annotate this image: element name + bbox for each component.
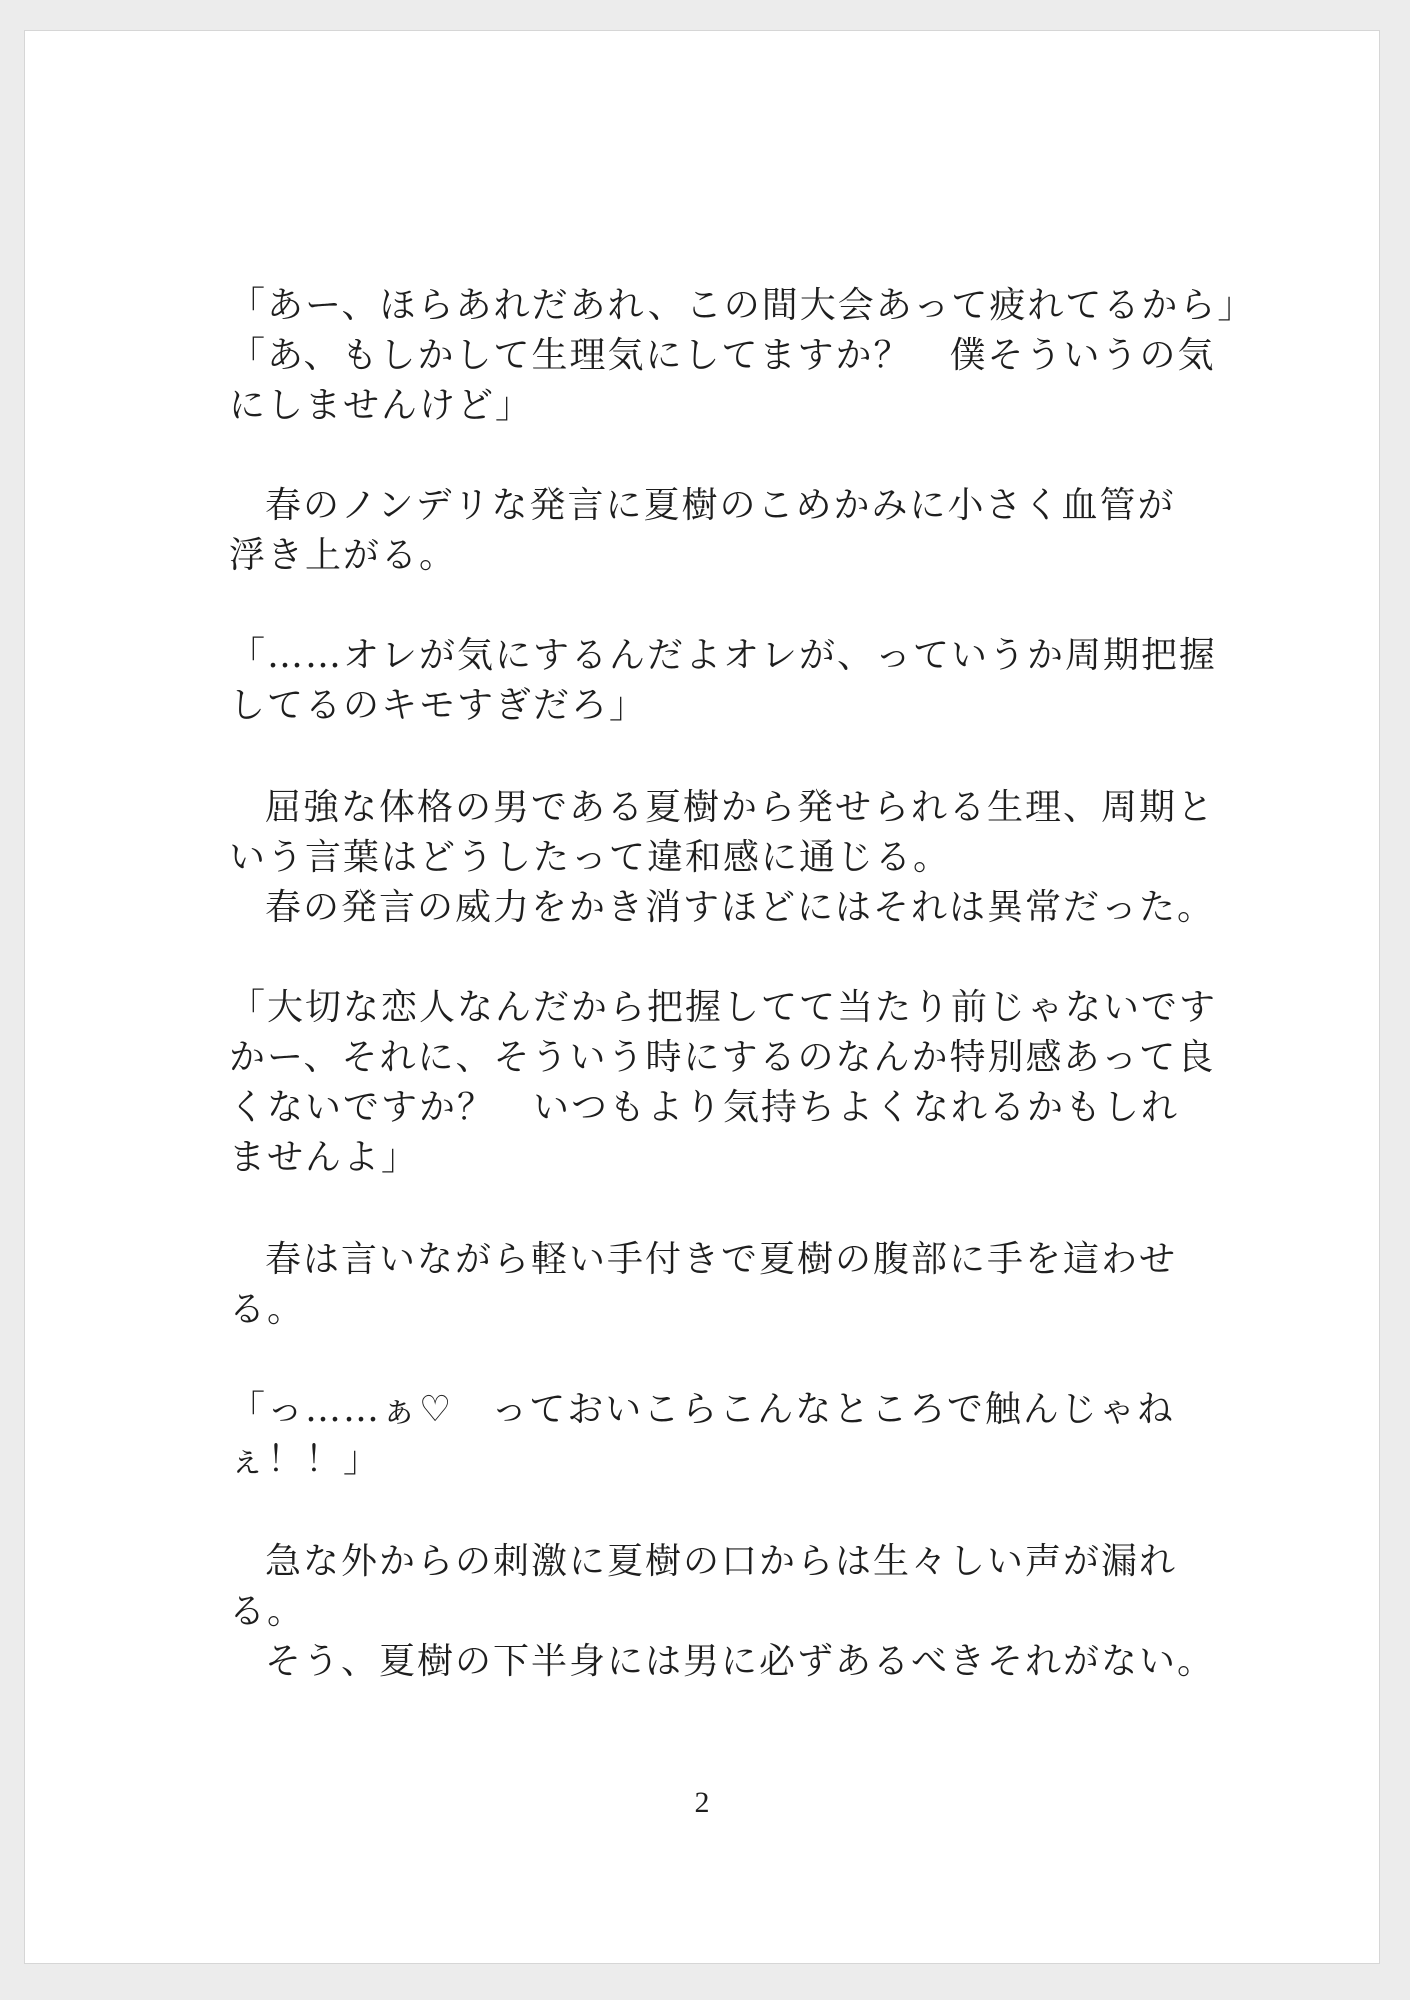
text-line: 「あー、ほらあれだあれ、この間大会あって疲れてるから」	[229, 285, 1256, 326]
text-line: 「大切な恋人なんだから把握してて当たり前じゃないです	[229, 987, 1218, 1028]
text-line: 春の発言の威力をかき消すほどにはそれは異常だった。	[265, 887, 1216, 928]
text-line: ませんよ」	[229, 1137, 420, 1178]
text-line: いう言葉はどうしたって違和感に通じる。	[229, 837, 952, 878]
text-line: 「……オレが気にするんだよオレが、っていうか周期把握	[229, 635, 1218, 676]
page-number: 2	[694, 1786, 710, 1819]
text-line: る。	[229, 1591, 306, 1632]
text-line: る。	[229, 1289, 306, 1330]
text-line: 「あ、もしかして生理気にしてますか？ 僕そういうの気	[229, 335, 1216, 376]
text-line: かー、それに、そういう時にするのなんか特別感あって良	[229, 1037, 1216, 1078]
text-line: 「っ……ぁ♡ っておいこらこんなところで触んじゃね	[229, 1389, 1175, 1430]
text-line: ぇ！！」	[229, 1439, 382, 1480]
text-line: 春は言いながら軽い手付きで夏樹の腹部に手を這わせ	[265, 1239, 1178, 1280]
text-line: 屈強な体格の男である夏樹から発せられる生理、周期と	[265, 787, 1216, 828]
text-line: 春のノンデリな発言に夏樹のこめかみに小さく血管が	[265, 485, 1176, 526]
document-page	[24, 30, 1380, 1964]
text-line: してるのキモすぎだろ」	[229, 685, 648, 726]
text-line: にしませんけど」	[229, 385, 534, 426]
text-line: そう、夏樹の下半身には男に必ずあるべきそれがない。	[265, 1641, 1216, 1682]
text-line: 急な外からの刺激に夏樹の口からは生々しい声が漏れ	[265, 1541, 1178, 1582]
text-line: くないですか？ いつもより気持ちよくなれるかもしれ	[229, 1087, 1180, 1128]
text-line: 浮き上がる。	[229, 535, 458, 576]
